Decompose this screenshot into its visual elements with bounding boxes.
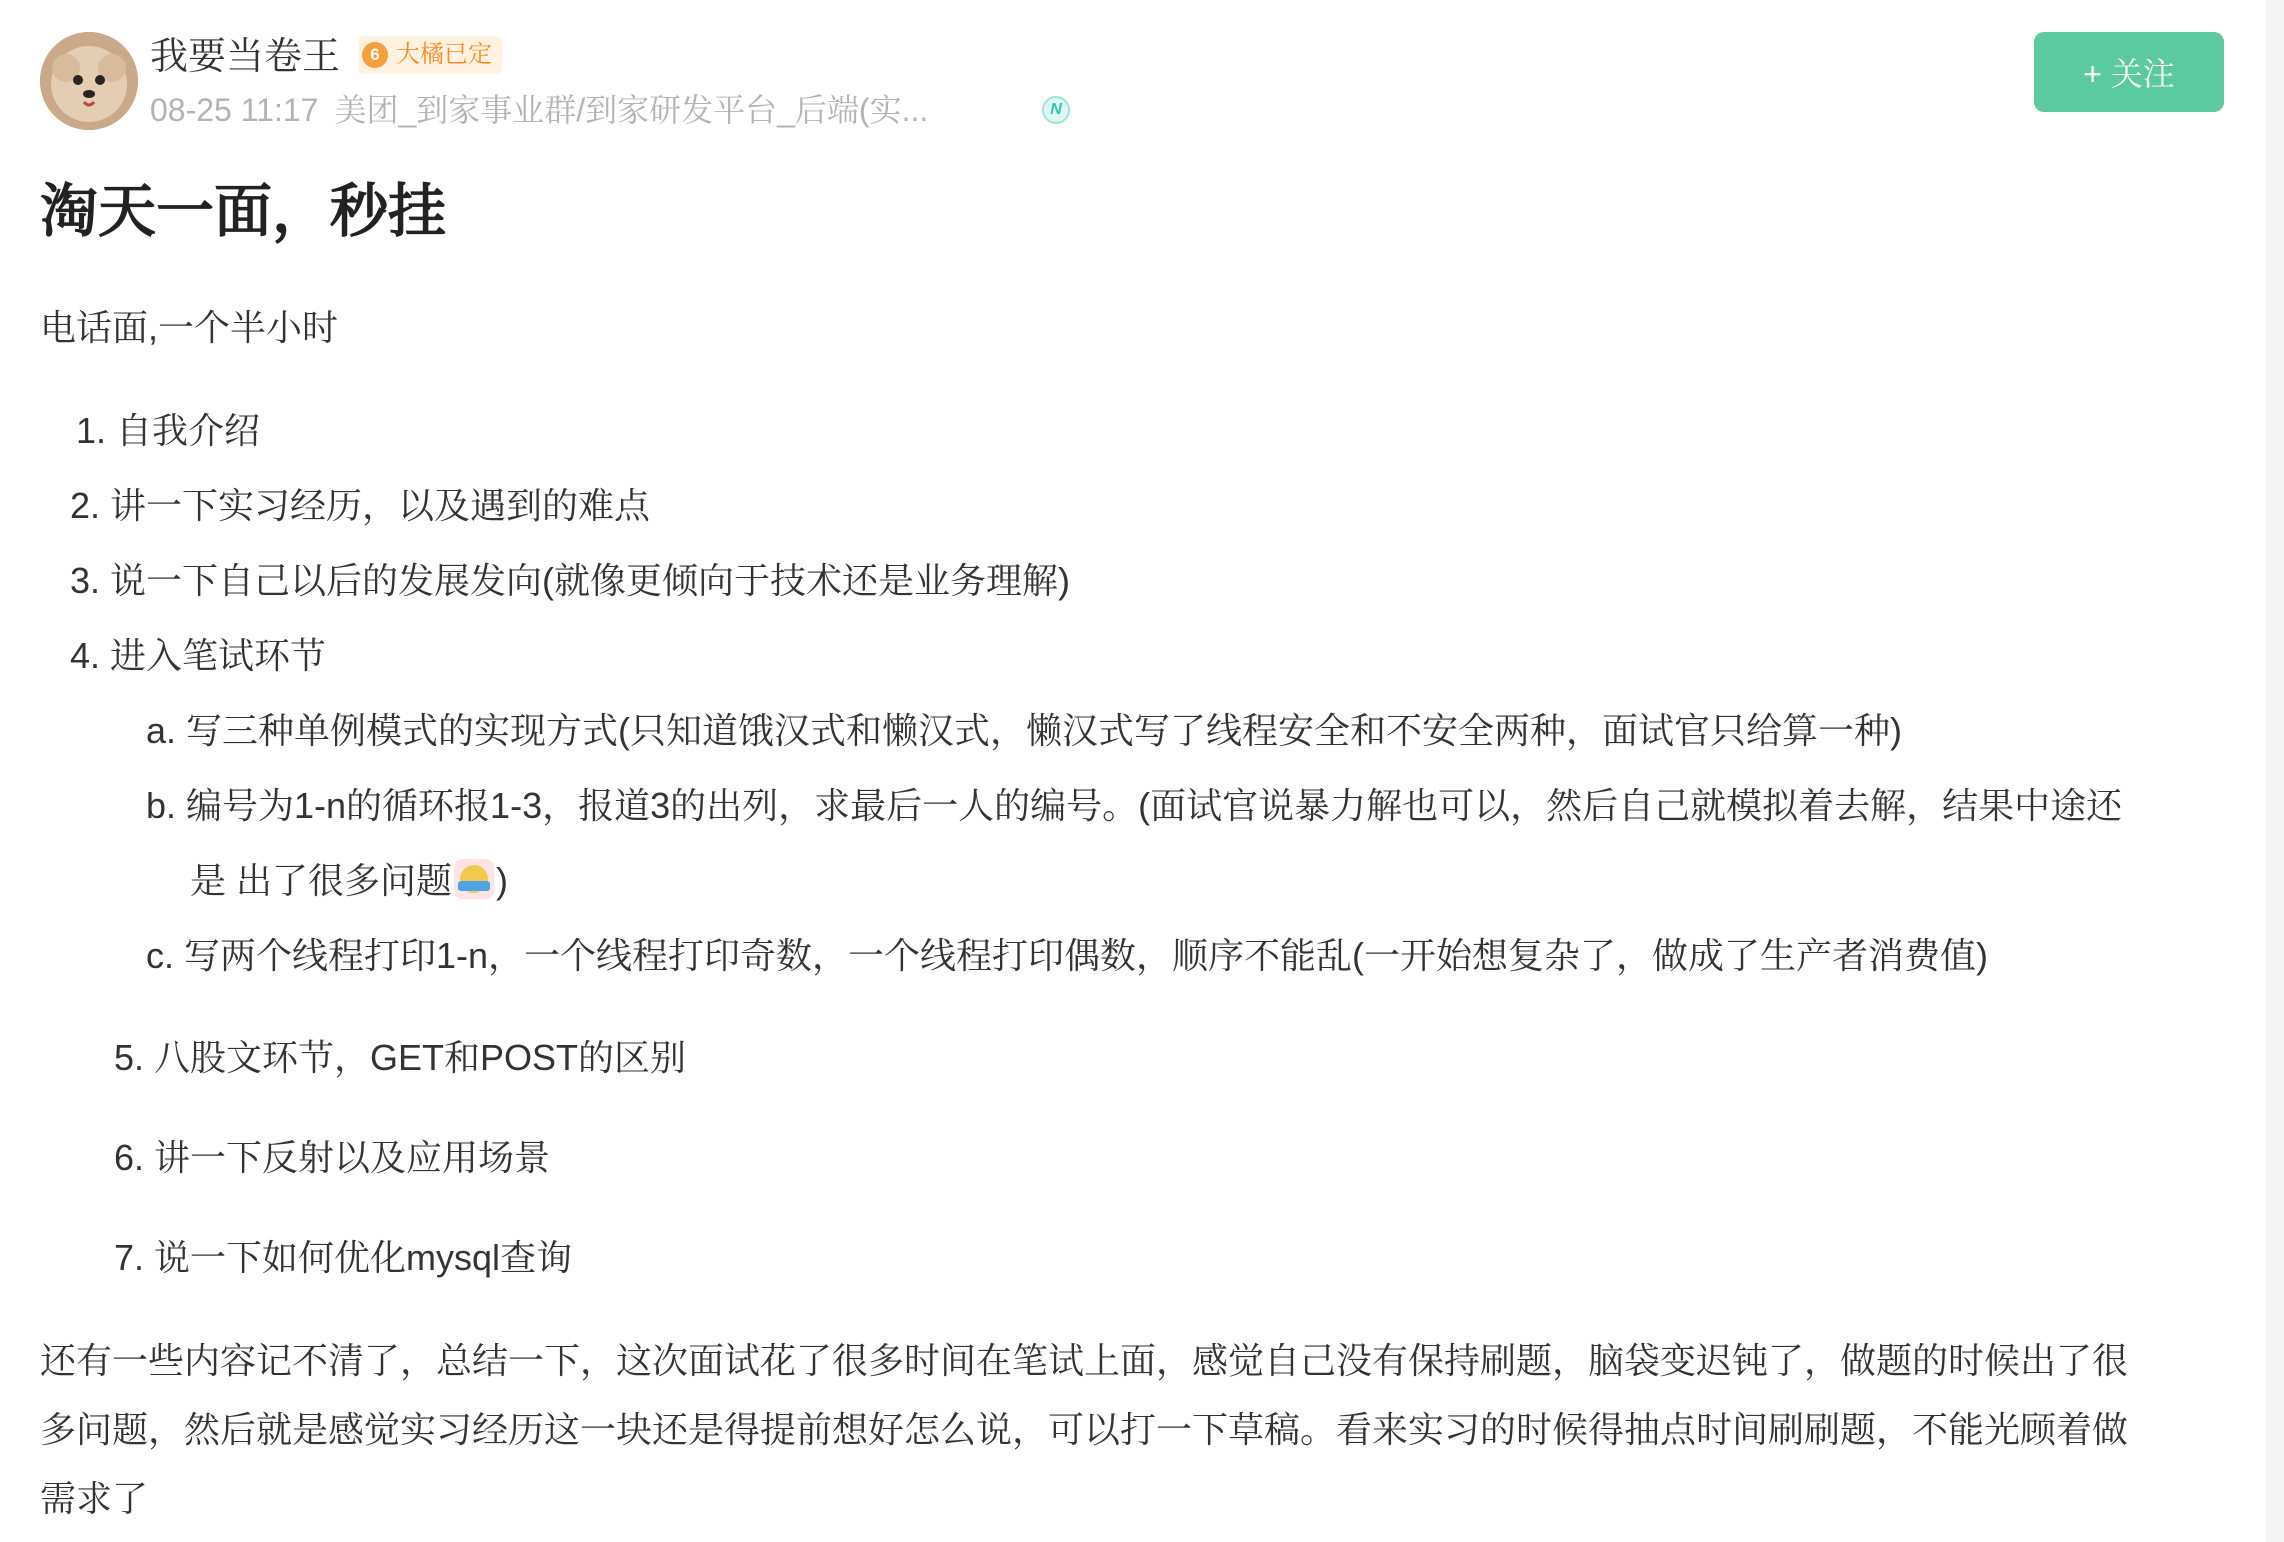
post-intro: 电话面,一个半小时 — [40, 307, 339, 348]
nowcoder-verified-icon: N — [1042, 96, 1070, 124]
level-icon: 6 — [362, 42, 388, 68]
list-item: 3. 说一下自己以后的发展发向(就像更倾向于技术还是业务理解) — [70, 560, 1071, 601]
sub-list-item-continuation — [190, 853, 508, 909]
sub-item-text-end: ) — [496, 860, 509, 901]
avatar[interactable] — [40, 32, 138, 130]
sub-list-item: a. 写三种单例模式的实现方式(只知道饿汉式和懒汉式，懒汉式写了线程安全和不安全两种，面试官只给算一种) — [146, 710, 1903, 751]
summary-line: 还有一些内容记不清了，总结一下，这次面试花了很多时间在笔试上面，感觉自己没有保持刷题，脑袋变迟钝了，做题的时候出了很 — [40, 1340, 2129, 1381]
post-title: 淘天一面，秒挂 — [40, 179, 447, 244]
post-meta — [150, 88, 928, 132]
summary-line: 需求了 — [40, 1478, 149, 1519]
follow-button[interactable]: + 关注 — [2034, 32, 2224, 112]
level-badge — [358, 36, 502, 74]
list-item: 1. 自我介绍 — [76, 410, 261, 451]
list-item: 5. 八股文环节，GET和POST的区别 — [114, 1037, 687, 1078]
post-time: 08-25 11:17 — [150, 92, 319, 128]
author-name[interactable]: 我要当卷王 — [150, 36, 341, 78]
list-item: 2. 讲一下实习经历，以及遇到的难点 — [70, 485, 651, 526]
crying-emoji-icon — [454, 859, 494, 899]
post-header — [40, 30, 2240, 140]
scrollbar-track[interactable] — [2266, 0, 2284, 1542]
post-summary — [40, 1326, 2240, 1533]
sub-list-item: c. 写两个线程打印1-n，一个线程打印奇数，一个线程打印偶数，顺序不能乱(一开始想复杂了，做成了生产者消费值) — [146, 935, 1989, 976]
badge-text: 大橘已定 — [396, 41, 492, 68]
list-item: 6. 讲一下反射以及应用场景 — [114, 1137, 551, 1178]
sub-item-text: 是 出了很多问题 — [190, 860, 453, 901]
sub-list-item: b. 编号为1-n的循环报1-3，报道3的出列，求最后一人的编号。(面试官说暴力解也可以，然后自己就模拟着去解，结果中途还 — [146, 785, 2123, 826]
list-item: 4. 进入笔试环节 — [70, 635, 327, 676]
author-company: 美团_到家事业群/到家研发平台_后端(实... — [334, 92, 929, 128]
list-item: 7. 说一下如何优化mysql查询 — [114, 1237, 573, 1278]
summary-line: 多问题，然后就是感觉实习经历这一块还是得提前想好怎么说，可以打一下草稿。看来实习的时候得抽点时间刷刷题，不能光顾着做 — [40, 1409, 2129, 1450]
